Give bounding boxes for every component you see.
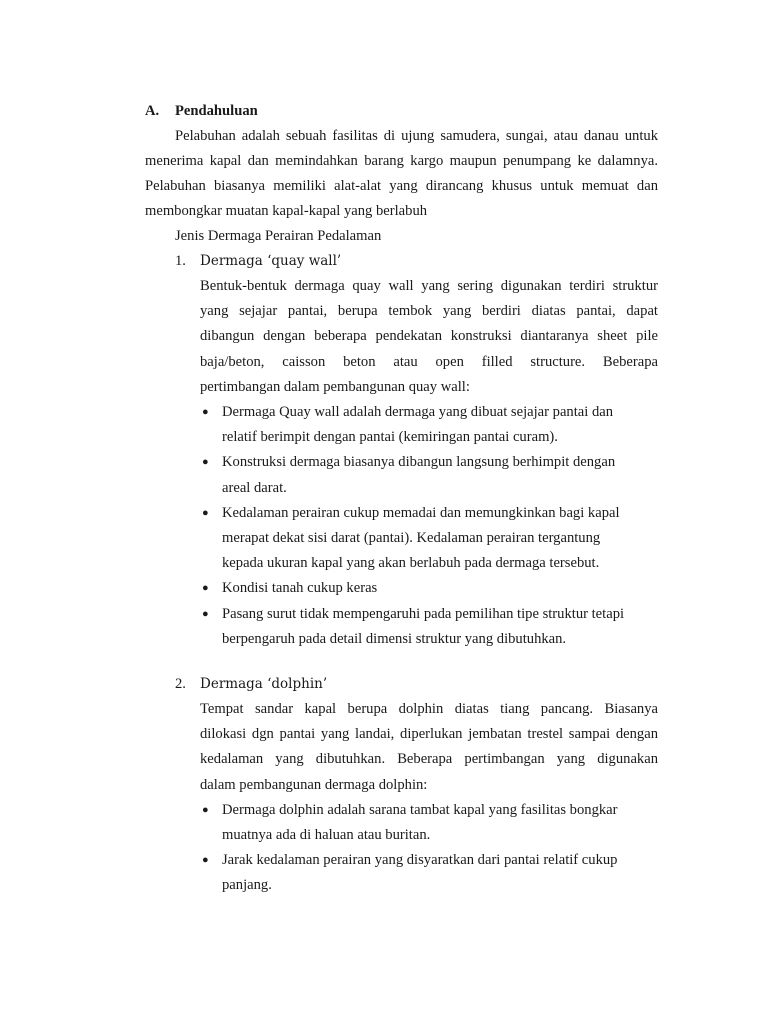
intro-line: membongkar muatan kapal-kapal yang berlabuh xyxy=(145,203,428,219)
bullet-line: areal darat. xyxy=(222,479,287,496)
bullet-dot-icon: ● xyxy=(202,854,209,867)
bullet-line: panjang. xyxy=(222,877,272,894)
intro-line: menerima kapal dan memindahkan barang kargo maupun penumpang ke dalamnya. xyxy=(145,153,658,169)
bullet-line: muatnya ada di haluan atau buritan. xyxy=(222,827,431,844)
intro-line: Pelabuhan adalah sebuah fasilitas di ujung samudera, sungai, atau danau untuk xyxy=(175,128,658,144)
section-heading xyxy=(145,99,658,124)
paragraph-line: pertimbangan dalam pembangunan quay wall: xyxy=(200,378,470,395)
subheading: Jenis Dermaga Perairan Pedalaman xyxy=(175,228,382,244)
paragraph-line: dalam pembangunan dermaga dolphin: xyxy=(200,776,428,793)
bullet-line: Kedalaman perairan cukup memadai dan memungkinkan bagi kapal xyxy=(222,504,620,521)
bullet-dot-icon: ● xyxy=(202,803,209,816)
numbered-item-quay-wall xyxy=(175,249,658,652)
bullet-list xyxy=(200,400,658,652)
paragraph-line: dibangun dengan beberapa pendekatan konstruksi diantaranya sheet pile xyxy=(200,328,658,345)
item-title: Dermaga ‘quay wall’ xyxy=(200,253,342,269)
paragraph-line: Bentuk-bentuk dermaga quay wall yang sering digunakan terdiri struktur xyxy=(200,278,658,294)
paragraph-line: yang sejajar pantai, berupa tembok yang berdiri diatas pantai, dapat xyxy=(200,303,658,320)
bullet-list xyxy=(200,798,658,899)
document-page xyxy=(145,99,658,899)
bullet-line: Dermaga Quay wall adalah dermaga yang dibuat sejajar pantai dan xyxy=(222,404,614,421)
item-body xyxy=(200,274,658,652)
bullet-dot-icon: ● xyxy=(202,506,209,519)
numbered-item-dolphin xyxy=(175,672,658,899)
paragraph-line: baja/beton, caisson beton atau open filled structure. Beberapa xyxy=(200,353,658,370)
bullet-line: kepada ukuran kapal yang akan berlabuh pada dermaga tersebut. xyxy=(222,555,600,572)
bullet-line: berpengaruh pada detail dimensi struktur yang dibutuhkan. xyxy=(222,630,567,647)
bullet-item xyxy=(200,798,658,848)
paragraph-line: dilokasi dgn pantai yang landai, diperlukan jembatan trestel sampai dengan xyxy=(200,726,658,743)
intro-paragraph xyxy=(145,124,658,224)
spacer xyxy=(145,652,658,672)
section-letter: A. xyxy=(145,103,160,119)
item-paragraph xyxy=(200,697,658,798)
bullet-line: Kondisi tanah cukup keras xyxy=(222,580,378,597)
section-title: Pendahuluan xyxy=(175,103,258,119)
bullet-item xyxy=(200,400,658,450)
bullet-dot-icon: ● xyxy=(202,406,209,419)
bullet-line: Konstruksi dermaga biasanya dibangun langsung berhimpit dengan xyxy=(222,454,616,471)
numbered-item-heading xyxy=(175,672,658,697)
bullet-dot-icon: ● xyxy=(202,607,209,620)
bullet-line: merapat dekat sisi darat (pantai). Kedalaman perairan tergantung xyxy=(222,530,601,547)
bullet-line: relatif berimpit dengan pantai (kemiringan pantai curam). xyxy=(222,429,558,446)
bullet-line: Pasang surut tidak mempengaruhi pada pemilihan tipe struktur tetapi xyxy=(222,605,625,622)
item-title: Dermaga ‘dolphin’ xyxy=(200,676,328,693)
item-number: 2. xyxy=(175,676,186,693)
bullet-item xyxy=(200,501,658,577)
item-number: 1. xyxy=(175,253,186,269)
bullet-item xyxy=(200,848,658,898)
item-paragraph xyxy=(200,274,658,400)
item-body xyxy=(200,697,658,899)
numbered-item-heading xyxy=(175,249,658,274)
bullet-dot-icon: ● xyxy=(202,456,209,469)
bullet-item xyxy=(200,450,658,500)
bullet-dot-icon: ● xyxy=(202,582,209,595)
bullet-line: Jarak kedalaman perairan yang disyaratkan dari pantai relatif cukup xyxy=(222,852,618,869)
paragraph-line: kedalaman yang dibutuhkan. Beberapa pertimbangan yang digunakan xyxy=(200,751,658,768)
intro-line: Pelabuhan biasanya memiliki alat-alat yang dirancang khusus untuk memuat dan xyxy=(145,178,658,194)
bullet-item xyxy=(200,576,658,601)
paragraph-line: Tempat sandar kapal berupa dolphin diatas tiang pancang. Biasanya xyxy=(200,701,658,718)
bullet-item xyxy=(200,602,658,652)
bullet-line: Dermaga dolphin adalah sarana tambat kapal yang fasilitas bongkar xyxy=(222,801,618,818)
